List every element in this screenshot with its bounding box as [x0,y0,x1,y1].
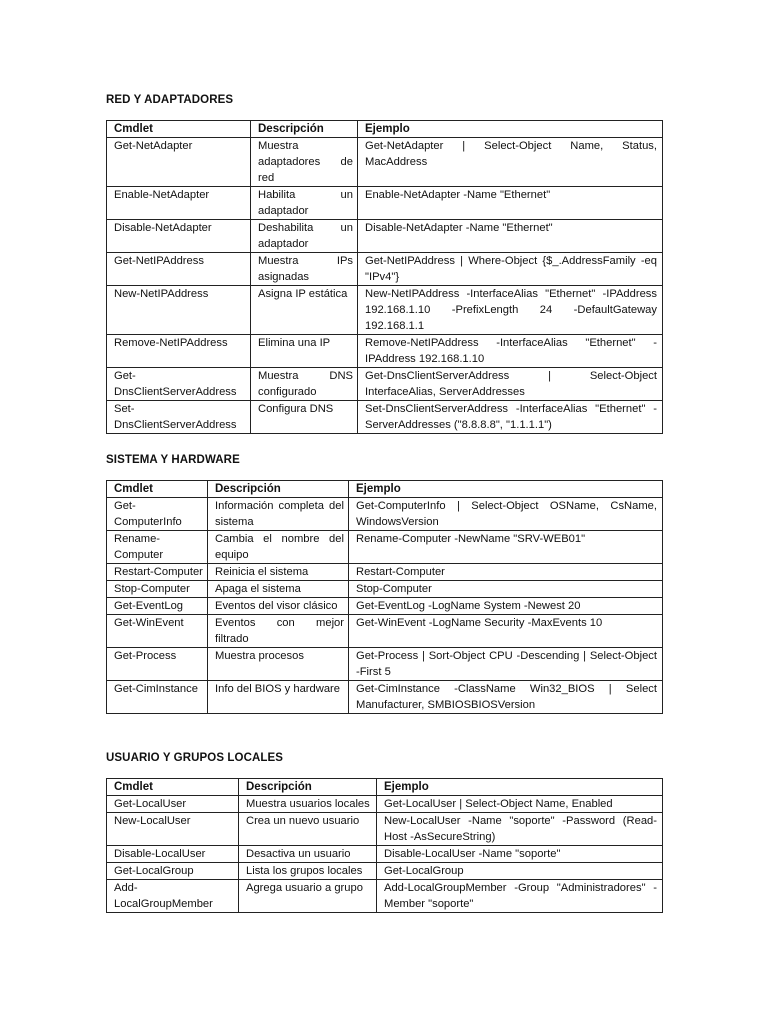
header-descripcion: Descripción [239,779,377,796]
example-cell: Get-LocalGroup [377,863,663,880]
example-cell: Get-WinEvent -LogName Security -MaxEvents 10 [349,615,663,648]
description-cell: Muestra adaptadores de red [251,138,358,187]
cmdlet-cell: Get-LocalUser [107,796,239,813]
table-row [107,498,663,531]
table-header-row [107,121,663,138]
table-row [107,598,663,615]
section-usuario-grupos [106,751,663,913]
table-header-row [107,779,663,796]
description-cell: Configura DNS [251,401,358,434]
section-title: RED Y ADAPTADORES [106,94,234,106]
cmdlet-cell: Add-LocalGroupMember [107,880,239,913]
example-cell: New-LocalUser -Name "soporte" -Password (Read-Host -AsSecureString) [377,813,663,846]
example-cell: New-NetIPAddress -InterfaceAlias "Ethernet" -IPAddress 192.168.1.10 -PrefixLength 24 -DefaultGateway 192.168.1.1 [358,286,663,335]
cmdlet-cell: Get-DnsClientServerAddress [107,368,251,401]
description-cell: Lista los grupos locales [239,863,377,880]
cmdlet-cell: Get-Process [107,648,208,681]
description-cell: Cambia el nombre del equipo [208,531,349,564]
example-cell: Get-CimInstance -ClassName Win32_BIOS | Select Manufacturer, SMBIOSBIOSVersion [349,681,663,714]
table-row [107,368,663,401]
cmdlet-cell: Get-EventLog [107,598,208,615]
header-ejemplo: Ejemplo [349,481,663,498]
table-row [107,880,663,913]
example-cell: Remove-NetIPAddress -InterfaceAlias "Ethernet" -IPAddress 192.168.1.10 [358,335,663,368]
example-cell: Enable-NetAdapter -Name "Ethernet" [358,187,663,220]
table-row [107,581,663,598]
cmdlet-cell: Get-NetIPAddress [107,253,251,286]
header-descripcion: Descripción [251,121,358,138]
cmdlet-table [106,120,663,434]
table-header-row [107,481,663,498]
description-cell: Agrega usuario a grupo [239,880,377,913]
cmdlet-cell: Rename-Computer [107,531,208,564]
description-cell: Muestra IPs asignadas [251,253,358,286]
table-row [107,648,663,681]
example-cell: Get-NetIPAddress | Where-Object {$_.AddressFamily -eq "IPv4"} [358,253,663,286]
cmdlet-cell: Enable-NetAdapter [107,187,251,220]
description-cell: Muestra DNS configurado [251,368,358,401]
cmdlet-cell: Get-NetAdapter [107,138,251,187]
example-cell: Add-LocalGroupMember -Group "Administradores" -Member "soporte" [377,880,663,913]
description-cell: Elimina una IP [251,335,358,368]
section-title: SISTEMA Y HARDWARE [106,454,240,466]
example-cell: Disable-LocalUser -Name "soporte" [377,846,663,863]
description-cell: Eventos del visor clásico [208,598,349,615]
example-cell: Get-Process | Sort-Object CPU -Descending | Select-Object -First 5 [349,648,663,681]
table-row [107,187,663,220]
description-cell: Reinicia el sistema [208,564,349,581]
header-descripcion: Descripción [208,481,349,498]
description-cell: Muestra procesos [208,648,349,681]
table-row [107,531,663,564]
table-row [107,564,663,581]
table-row [107,681,663,714]
cmdlet-cell: Get-CimInstance [107,681,208,714]
example-cell: Stop-Computer [349,581,663,598]
cmdlet-cell: Remove-NetIPAddress [107,335,251,368]
cmdlet-cell: Disable-NetAdapter [107,220,251,253]
header-cmdlet: Cmdlet [107,121,251,138]
cmdlet-cell: Get-LocalGroup [107,863,239,880]
description-cell: Información completa del sistema [208,498,349,531]
example-cell: Get-LocalUser | Select-Object Name, Enabled [377,796,663,813]
header-cmdlet: Cmdlet [107,481,208,498]
example-cell: Get-DnsClientServerAddress | Select-Object InterfaceAlias, ServerAddresses [358,368,663,401]
section-sistema-hardware [106,453,663,714]
example-cell: Disable-NetAdapter -Name "Ethernet" [358,220,663,253]
header-cmdlet: Cmdlet [107,779,239,796]
cmdlet-cell: New-LocalUser [107,813,239,846]
cmdlet-cell: Disable-LocalUser [107,846,239,863]
table-row [107,335,663,368]
section-red-adaptadores [106,93,663,434]
table-row [107,615,663,648]
cmdlet-cell: Set-DnsClientServerAddress [107,401,251,434]
description-cell: Muestra usuarios locales [239,796,377,813]
example-cell: Restart-Computer [349,564,663,581]
description-cell: Habilita un adaptador [251,187,358,220]
cmdlet-cell: Stop-Computer [107,581,208,598]
table-row [107,796,663,813]
table-row [107,863,663,880]
example-cell: Set-DnsClientServerAddress -InterfaceAlias "Ethernet" -ServerAddresses ("8.8.8.8", "1.1.1.1") [358,401,663,434]
table-row [107,253,663,286]
description-cell: Info del BIOS y hardware [208,681,349,714]
table-row [107,138,663,187]
table-row [107,286,663,335]
header-ejemplo: Ejemplo [358,121,663,138]
cmdlet-table [106,480,663,714]
example-cell: Get-NetAdapter | Select-Object Name, Status, MacAddress [358,138,663,187]
table-row [107,813,663,846]
table-row [107,220,663,253]
cmdlet-cell: Get-ComputerInfo [107,498,208,531]
table-row [107,846,663,863]
description-cell: Asigna IP estática [251,286,358,335]
section-title: USUARIO Y GRUPOS LOCALES [106,752,284,764]
cmdlet-cell: Restart-Computer [107,564,208,581]
description-cell: Desactiva un usuario [239,846,377,863]
description-cell: Apaga el sistema [208,581,349,598]
cmdlet-cell: Get-WinEvent [107,615,208,648]
description-cell: Eventos con mejor filtrado [208,615,349,648]
header-ejemplo: Ejemplo [377,779,663,796]
example-cell: Get-EventLog -LogName System -Newest 20 [349,598,663,615]
example-cell: Rename-Computer -NewName "SRV-WEB01" [349,531,663,564]
description-cell: Deshabilita un adaptador [251,220,358,253]
description-cell: Crea un nuevo usuario [239,813,377,846]
example-cell: Get-ComputerInfo | Select-Object OSName, CsName, WindowsVersion [349,498,663,531]
cmdlet-cell: New-NetIPAddress [107,286,251,335]
table-row [107,401,663,434]
cmdlet-table [106,778,663,913]
